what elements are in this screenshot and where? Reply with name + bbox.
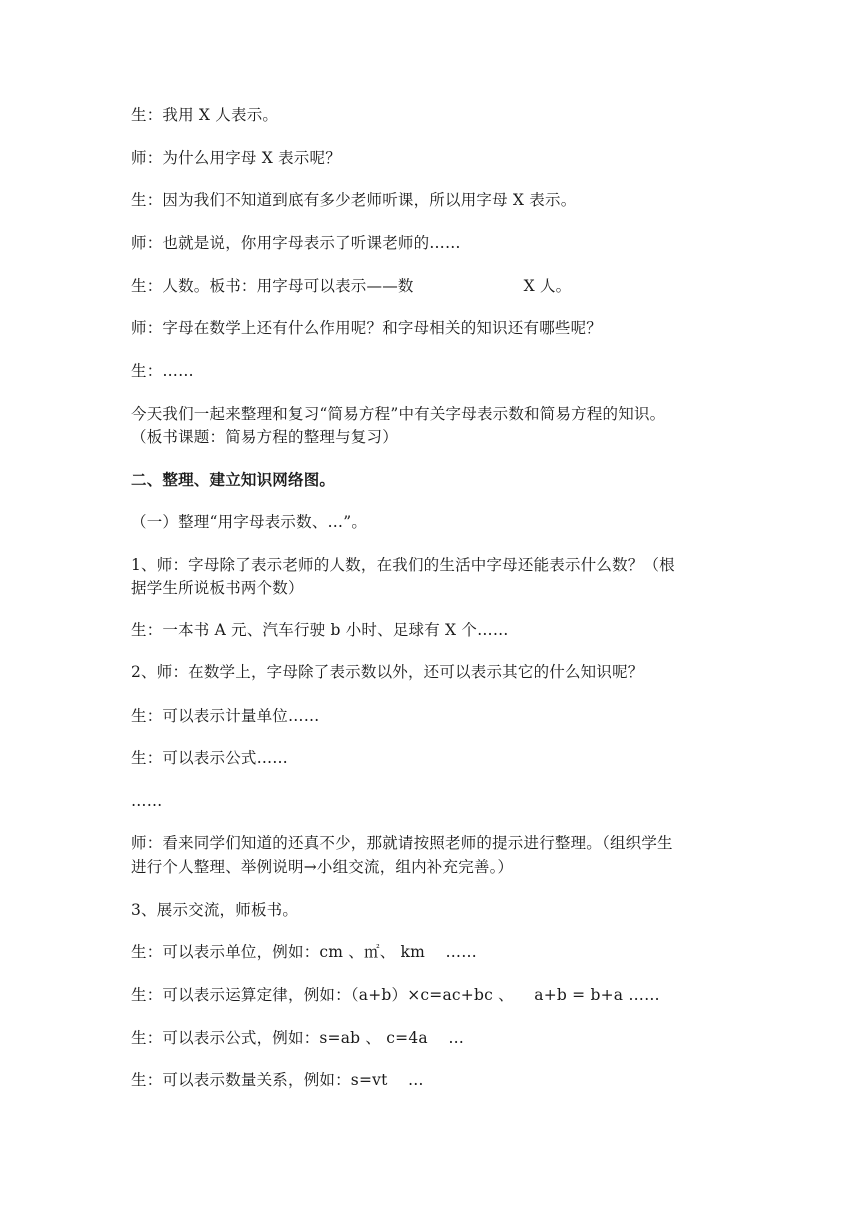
paragraph-line: 进行个人整理、举例说明→小组交流，组内补充完善。） [131,858,514,876]
section-heading: 二、整理、建立知识网络图。 [131,470,336,489]
paragraph-line: 师：也就是说，你用字母表示了听课老师的…… [131,234,461,252]
paragraph-line: 生：可以表示运算定律，例如：（a+b）×c=ac+bc 、 a+b = b+a …… [131,986,660,1004]
paragraph-line: 今天我们一起来整理和复习“简易方程”中有关字母表示数和简易方程的知识。 [131,405,666,423]
paragraph-line: 生：我用 X 人表示。 [131,106,279,124]
paragraph-line: 师：为什么用字母 X 表示呢？ [131,149,341,167]
paragraph-line [131,276,741,297]
paragraph-line: 2、师：在数学上，字母除了表示数以外，还可以表示其它的什么知识呢？ [131,663,644,681]
paragraph-line: 生：…… [131,362,194,380]
paragraph-line: 1、师：字母除了表示老师的人数，在我们的生活中字母还能表示什么数？（根 [131,556,675,574]
paragraph-line: 生：可以表示公式，例如：s=ab 、 c=4a … [131,1029,465,1047]
paragraph-line: 师：看来同学们知道的还真不少，那就请按照老师的提示进行整理。（组织学生 [131,834,673,852]
paragraph-line: 师：字母在数学上还有什么作用呢？和字母相关的知识还有哪些呢？ [131,319,603,337]
blackboard-variable: X 人。 [523,277,572,295]
paragraph-line: 3、展示交流，师板书。 [131,901,299,919]
subsection-heading: （一）整理“用字母表示数、…”。 [131,513,368,531]
blackboard-text: 生：人数。板书：用字母可以表示——数 [131,277,414,295]
paragraph-line: 生：一本书 A 元、汽车行驶 b 小时、足球有 X 个…… [131,621,509,639]
paragraph-line: 据学生所说板书两个数） [131,579,304,597]
paragraph-line: 生：因为我们不知道到底有多少老师听课，所以用字母 X 表示。 [131,191,577,209]
paragraph-line: （板书课题：简易方程的整理与复习） [131,428,398,446]
paragraph-line: 生：可以表示公式…… [131,749,289,767]
paragraph-line: 生：可以表示单位，例如：cm 、㎡、 km …… [131,943,477,961]
paragraph-line: 生：可以表示计量单位…… [131,707,320,725]
paragraph-line: …… [131,792,163,810]
paragraph-line: 生：可以表示数量关系，例如：s=vt … [131,1071,424,1089]
